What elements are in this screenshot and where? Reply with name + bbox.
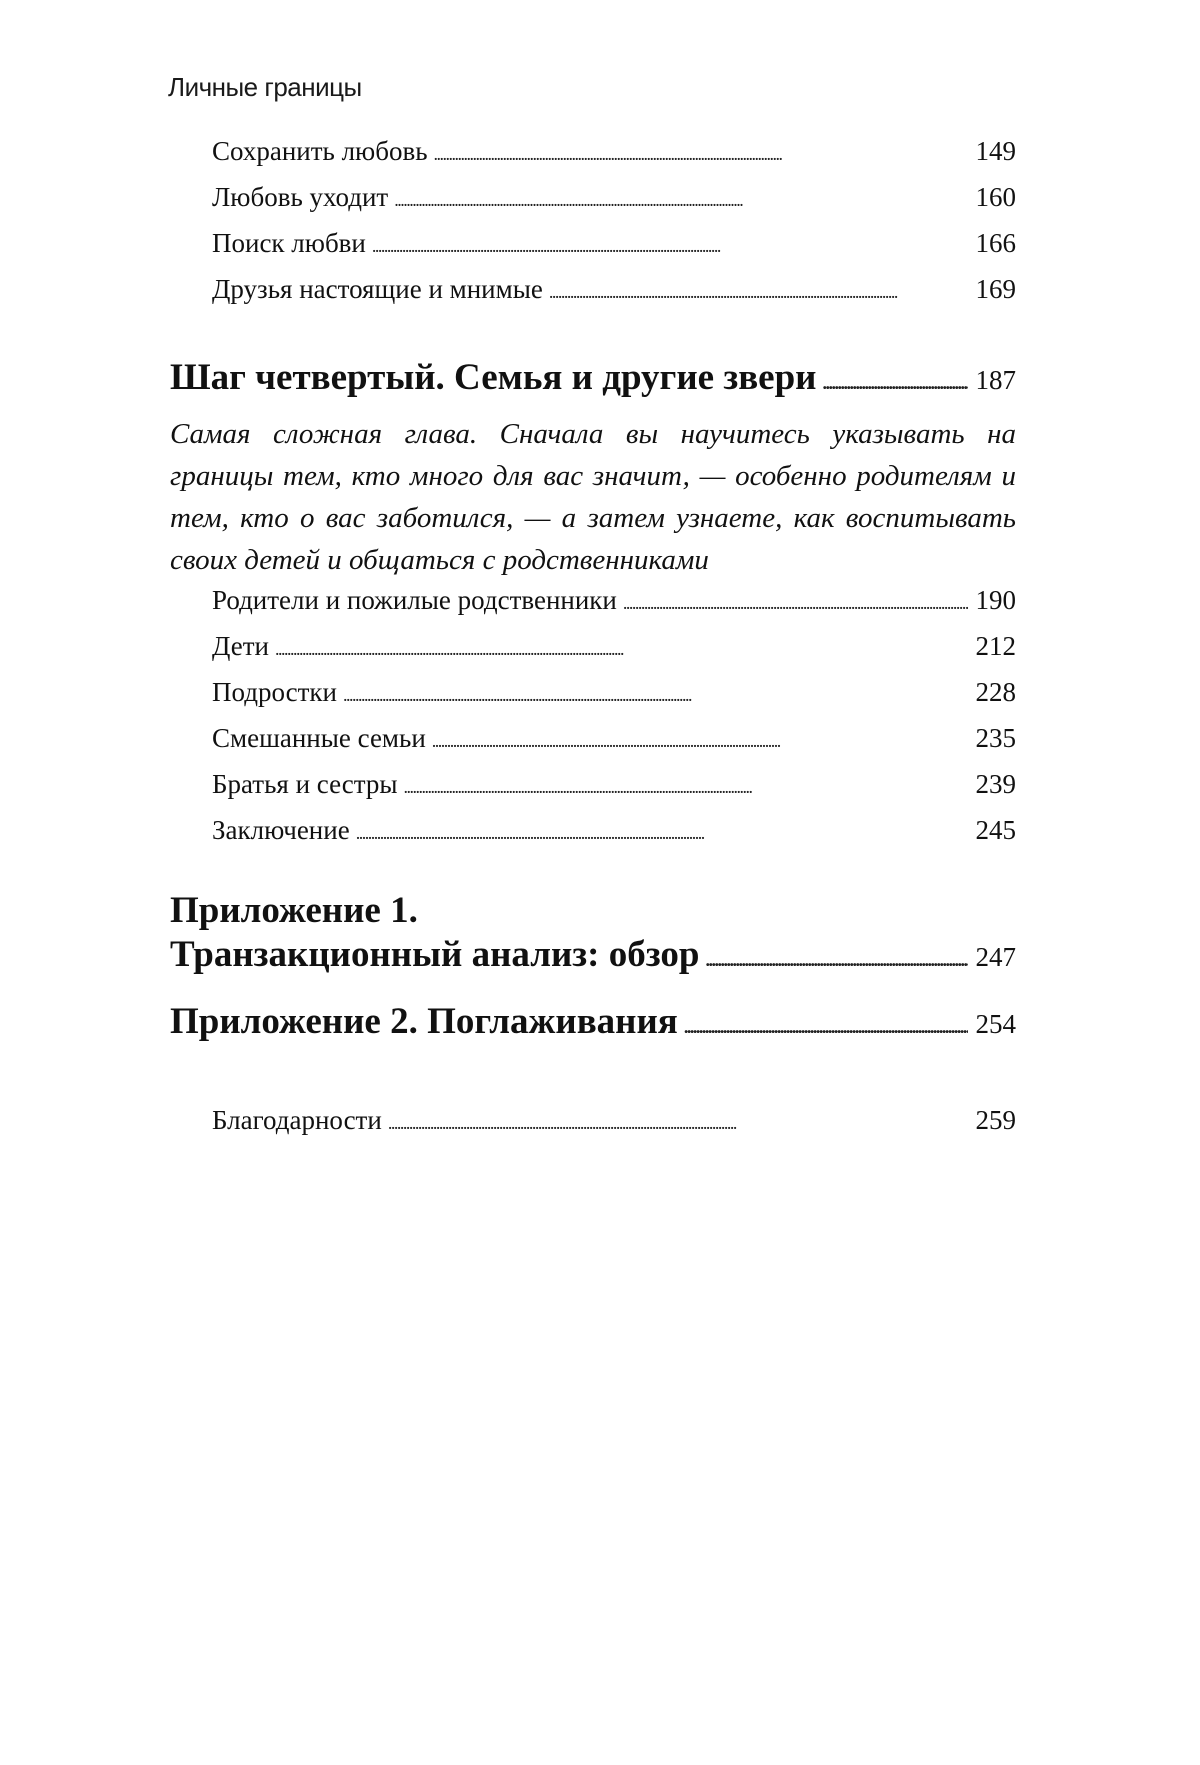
- chapter-description: Самая сложная глава. Сначала вы научитесь указывать на границы тем, кто много для вас значит, — особенно родителям и тем, кто о вас заботился, — а затем узнаете, как воспитывать своих детей и общаться с родственниками: [170, 418, 1016, 576]
- appendix-2-page: 254: [975, 1009, 1016, 1039]
- dot-leader: [388, 1105, 956, 1136]
- appendix-1-heading[interactable]: [170, 933, 1016, 976]
- toc-entry-title: Подростки: [212, 677, 337, 707]
- toc-entry-title: Поиск любви: [212, 228, 366, 258]
- toc-entry-title: Друзья настоящие и мнимые: [212, 274, 543, 304]
- dot-leader: [623, 585, 968, 616]
- chapter-heading[interactable]: [170, 356, 1016, 399]
- dot-leader: [705, 933, 967, 976]
- toc-entry-title: Заключение: [212, 815, 350, 845]
- dot-leader: [432, 723, 968, 754]
- toc-entry[interactable]: [170, 631, 1016, 677]
- toc-entry-title: Родители и пожилые родственники: [212, 585, 617, 615]
- toc-entry[interactable]: [170, 815, 1016, 861]
- toc-entry[interactable]: [170, 677, 1016, 723]
- dot-leader: [343, 677, 968, 708]
- toc-entry-title: Любовь уходит: [212, 182, 389, 212]
- chapter-title: Шаг четвертый. Семья и другие звери: [170, 357, 817, 398]
- acknowledgements-page: 259: [975, 1105, 1016, 1135]
- appendix-1-label: Приложение 1.: [170, 890, 418, 931]
- running-head: Личные границы: [168, 72, 362, 102]
- appendix-2-title: Приложение 2. Поглаживания: [170, 1001, 678, 1042]
- toc-entry-title: Дети: [212, 631, 269, 661]
- toc-entry-title: Сохранить любовь: [212, 136, 428, 166]
- toc-entry-page: 190: [975, 585, 1016, 615]
- toc-entry[interactable]: [170, 274, 1016, 320]
- toc-entry[interactable]: [170, 182, 1016, 228]
- toc-entry-title: Смешанные семьи: [212, 723, 426, 753]
- dot-leader: [275, 631, 968, 662]
- toc-entry[interactable]: [170, 723, 1016, 769]
- acknowledgements-title: Благодарности: [212, 1105, 382, 1135]
- toc-entry-page: 160: [975, 182, 1016, 212]
- toc-entry-page: 239: [975, 769, 1016, 799]
- dot-leader: [823, 356, 968, 399]
- toc-entry-page: 228: [975, 677, 1016, 707]
- toc-entry[interactable]: [170, 585, 1016, 631]
- toc-entry-title: Братья и сестры: [212, 769, 398, 799]
- acknowledgements-entry[interactable]: [170, 1105, 1016, 1136]
- toc-entry-page: 212: [975, 631, 1016, 661]
- toc-entry-page: 235: [975, 723, 1016, 753]
- dot-leader: [434, 136, 968, 167]
- toc-entry-page: 166: [975, 228, 1016, 258]
- dot-leader: [684, 1000, 968, 1043]
- toc-entry-page: 149: [975, 136, 1016, 166]
- dot-leader: [549, 274, 968, 305]
- appendix-1-page: 247: [975, 942, 1016, 972]
- toc-entry[interactable]: [170, 769, 1016, 815]
- toc-entry-page: 245: [975, 815, 1016, 845]
- dot-leader: [404, 769, 968, 800]
- dot-leader: [372, 228, 968, 259]
- dot-leader: [394, 182, 967, 213]
- toc-entry[interactable]: [170, 228, 1016, 274]
- toc-entry[interactable]: [170, 136, 1016, 182]
- dot-leader: [356, 815, 968, 846]
- appendix-1-title: Транзакционный анализ: обзор: [170, 934, 700, 975]
- chapter-page: 187: [975, 365, 1016, 395]
- toc-entry-page: 169: [975, 274, 1016, 304]
- appendix-2-heading[interactable]: [170, 1000, 1016, 1043]
- table-of-contents: [170, 136, 1016, 1136]
